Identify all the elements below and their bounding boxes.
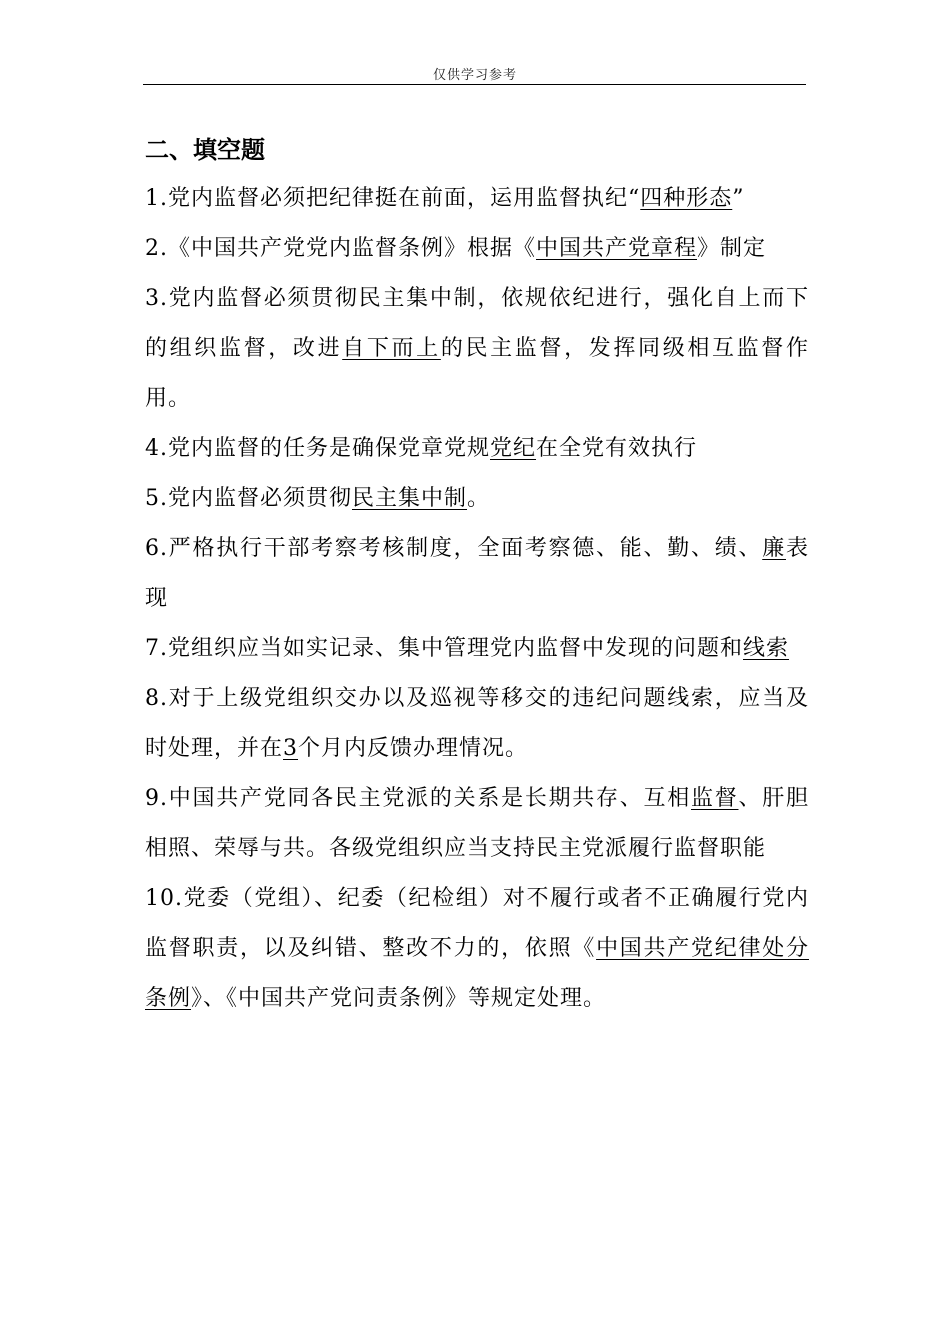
answer-3: 自下而上 [342, 336, 441, 361]
question-2: 2.《中国共产党党内监督条例》根据《中国共产党章程》制定 [145, 236, 767, 261]
answer-10a: 中国共产党纪律处分条例 [145, 936, 809, 1011]
question-8: 8.对于上级党组织交办以及巡视等移交的违纪问题线索，应当及时处理，并在3个月内反馈办理情况。 [145, 686, 809, 761]
answer-2: 中国共产党章程 [536, 236, 698, 261]
answer-6: 廉 [762, 536, 786, 561]
section-title: 二、填空题 [145, 136, 265, 164]
question-5: 5.党内监督必须贯彻民主集中制。 [145, 486, 491, 511]
question-10: 10.党委（党组）、纪委（纪检组）对不履行或者不正确履行党内监督职责，以及纠错、整改不力的，依照《中国共产党纪律处分条例》、《中国共产党问责条例》等规定处理。 [145, 886, 809, 1011]
page-header: 仅供学习参考 [432, 68, 517, 83]
answer-4: 党纪 [490, 436, 537, 461]
answer-8: 3 [283, 736, 299, 761]
answer-1: 四种形态 [640, 186, 733, 211]
answer-7: 线索 [743, 636, 790, 661]
question-6: 6.严格执行干部考察考核制度，全面考察德、能、勤、绩、廉表现 [145, 536, 809, 611]
question-7: 7.党组织应当如实记录、集中管理党内监督中发现的问题和线索 [145, 636, 790, 661]
answer-10b: 中国共产党问责条例 [238, 986, 446, 1011]
question-1: 1.党内监督必须把纪律挺在前面，运用监督执纪“四种形态” [145, 186, 745, 211]
question-4: 4.党内监督的任务是确保党章党规党纪在全党有效执行 [145, 436, 698, 461]
question-3: 3.党内监督必须贯彻民主集中制，依规依纪进行，强化自上而下的组织监督，改进自下而上的民主监督，发挥同级相互监督作用。 [145, 286, 809, 411]
header-divider [143, 84, 806, 85]
answer-5: 民主集中制 [352, 486, 468, 511]
question-9: 9.中国共产党同各民主党派的关系是长期共存、互相监督、肝胆相照、荣辱与共。各级党组织应当支持民主党派履行监督职能 [145, 786, 809, 861]
document-body [145, 130, 809, 1024]
answer-9: 监督 [691, 786, 739, 811]
